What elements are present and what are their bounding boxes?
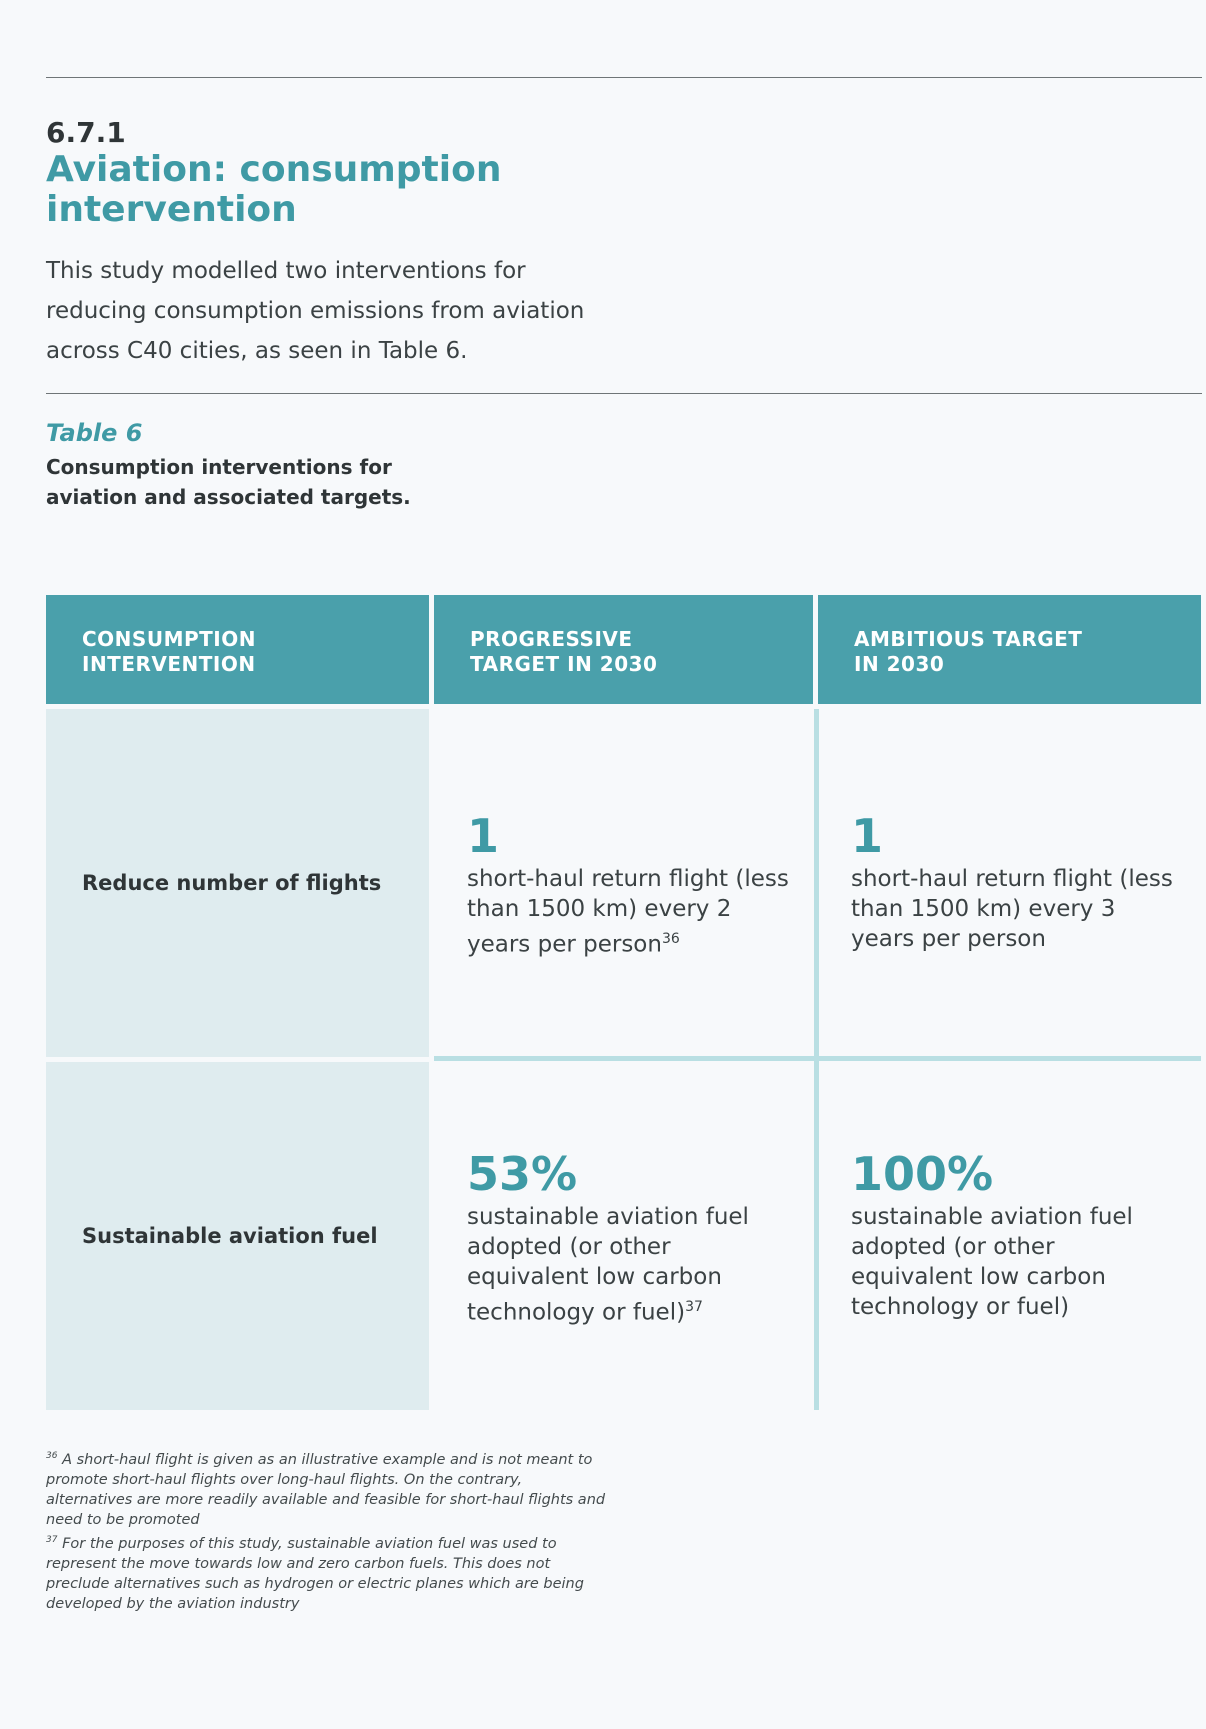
target-value: 100%	[851, 1147, 994, 1201]
row-head-sustainable-fuel	[46, 1062, 429, 1410]
row-head-reduce-flights	[46, 709, 429, 1057]
table-divider	[46, 393, 1202, 394]
cell-progressive-fuel	[467, 1146, 757, 1328]
cell-ambitious-fuel	[851, 1146, 1141, 1322]
cell-progressive-flights	[467, 808, 797, 960]
section-number: 6.7.1	[46, 116, 126, 149]
target-description: short-haul return flight (less than 1500 km) every 2 years per person$^{36}$	[467, 866, 789, 958]
footnote-ref: 36	[661, 931, 680, 947]
header-label: PROGRESSIVE TARGET IN 2030	[470, 627, 658, 676]
table-label: Table 6	[46, 419, 143, 447]
intro-paragraph: This study modelled two interventions for reducing consumption emissions from aviation across C40 cities, as seen in Table 6.	[46, 258, 585, 364]
header-label: CONSUMPTION INTERVENTION	[82, 627, 256, 676]
target-value: 1	[467, 809, 500, 863]
table-caption: Consumption interventions for aviation and associated targets.	[46, 455, 411, 509]
target-description: sustainable aviation fuel adopted (or other equivalent low carbon technology or fuel)$^{37}$	[467, 1204, 749, 1326]
footnote-36: $^{36}$ A short-haul flight is given as an illustrative example and is not meant to promote short-haul flights over long-haul flights. On the contrary, alternatives are more readily available and feasible for short-haul flights and need to be promoted	[46, 1451, 606, 1528]
cell-ambitious-flights	[851, 808, 1181, 954]
row-divider	[434, 1056, 1201, 1061]
header-consumption-intervention	[46, 595, 429, 704]
footnote-37: $^{37}$ For the purposes of this study, sustainable aviation fuel was used to represent the move towards low and zero carbon fuels. This does not preclude alternatives such as hydrogen or electric planes which are being developed by the aviation industry	[46, 1534, 584, 1612]
target-value: 1	[851, 809, 884, 863]
section-title: Aviation: consumption intervention	[46, 149, 502, 230]
intervention-label: Reduce number of flights	[82, 871, 382, 895]
header-label: AMBITIOUS TARGET IN 2030	[854, 627, 1083, 676]
target-description: sustainable aviation fuel adopted (or other equivalent low carbon technology or fuel)	[851, 1204, 1133, 1320]
footnote-ref: 37	[685, 1299, 703, 1315]
target-value: 53%	[467, 1147, 578, 1201]
intervention-label: Sustainable aviation fuel	[82, 1224, 378, 1248]
top-divider	[46, 77, 1202, 78]
footnotes	[46, 1446, 606, 1614]
target-description: short-haul return flight (less than 1500 km) every 3 years per person	[851, 866, 1173, 952]
header-progressive-target	[434, 595, 813, 704]
header-ambitious-target	[818, 595, 1201, 704]
